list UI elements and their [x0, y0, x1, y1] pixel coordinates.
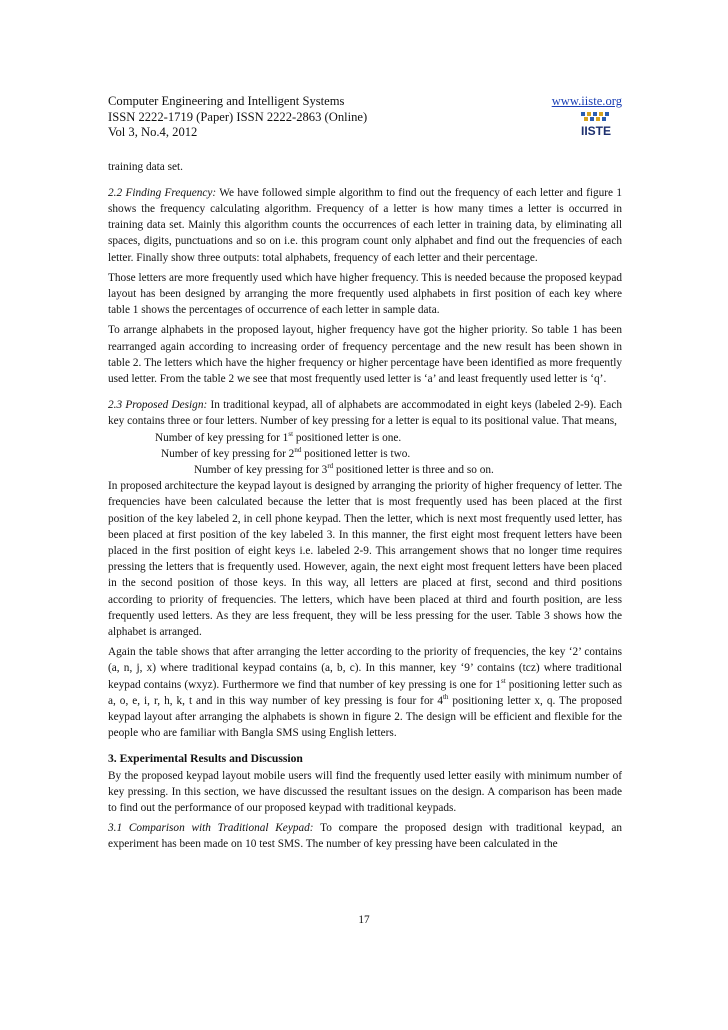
- subsection-heading-2-2: 2.2 Finding Frequency:: [108, 186, 217, 199]
- subsection-heading-3-1: 3.1 Comparison with Traditional Keypad:: [108, 822, 314, 835]
- list-line-first: Number of key pressing for 1st positioned letter is one.: [155, 429, 402, 444]
- paragraph-proposed-design: [108, 397, 622, 429]
- paragraph-text: To compare the proposed design with traditional keypad, an experiment has been made on 10 test SMS. The number of key pressing have been calculated in the: [108, 822, 622, 851]
- paragraph-intro: training data set.: [108, 160, 183, 173]
- issn-line: ISSN 2222-1719 (Paper) ISSN 2222-2863 (Online): [108, 109, 368, 124]
- logo-dots: [581, 112, 609, 121]
- volume-line: Vol 3, No.4, 2012: [108, 125, 198, 139]
- journal-url-link[interactable]: www.iiste.org: [551, 94, 622, 108]
- iiste-logo: [580, 111, 614, 137]
- paragraph-experimental: By the proposed keypad layout mobile users will find the frequently used letter easily with minimum number of key pressing. In this section, we have discussed the resultant issues on the design. A comparison has been made to find out the performance of our proposed keypad with traditional keypads.: [108, 769, 622, 815]
- list-line-third: Number of key pressing for 3rd positioned letter is three and so on.: [194, 462, 494, 476]
- paragraph-comparison: [108, 820, 622, 852]
- page-number: 17: [358, 914, 370, 926]
- journal-header: [108, 94, 622, 141]
- paragraph-table-description: Again the table shows that after arranging the letter according to the priority of frequencies, the key ‘2’ contains (a, n, j, x) where traditional keypad contains (a, b, c). In this manner, key ‘9’ contains (tcz) where traditional keypad contains (wxyz). Furthermore we find that number of key pressing is one for 1st positioning letter such as a, o, e, i, r, h, k, t and in this way number of key pressing is four for 4th positioning letter x, q. The proposed keypad layout after arranging the alphabets is shown in figure 2. The design will be efficient and flexible for the people who are familiar with Bangla SMS using English letters.: [108, 646, 623, 740]
- section-heading-3: 3. Experimental Results and Discussion: [108, 752, 303, 766]
- article-body: [108, 159, 622, 853]
- paragraph-finding-frequency: [108, 185, 622, 266]
- paragraph-arrange-alphabets: To arrange alphabets in the proposed layout, higher frequency have got the higher priority. So table 1 has been rearranged again according to increasing order of frequency percentage and the new result has been shown in table 2. The letters which have the higher frequency or higher percentage have been identified as more frequently used letter. From the table 2 we see that most frequently used letter is ‘a’ and least frequently used letter is ‘q’.: [108, 324, 622, 385]
- paragraph-frequency-use: Those letters are more frequently used which have higher frequency. This is needed because the proposed keypad layout has been designed by arranging the more frequently used alphabets in first position of each key where table 1 shows the percentages of occurrence of each letter in sample data.: [108, 271, 622, 317]
- logo-text: IISTE: [581, 124, 612, 137]
- paragraph-text: In traditional keypad, all of alphabets are accommodated in eight keys (labeled 2-9). Each key contains three or four letters. Number of key pressing for a letter is equal to its positional value. That means,: [108, 399, 622, 428]
- subsection-heading-2-3: 2.3 Proposed Design:: [108, 399, 208, 412]
- journal-name: Computer Engineering and Intelligent Systems: [108, 94, 345, 108]
- paragraph-text: We have followed simple algorithm to find out the frequency of each letter and figure 1 shows the frequency calculating algorithm. Frequency of a letter is how many times a letter is occurred in training data set. Mainly this algorithm counts the occurrences of each letter in training data, by eliminating all spaces, digits, punctuations and so on i.e. this program count only alphabet and find out the frequencies of each letter. Finally show three outputs: total alphabets, frequency of each letter and their percentage.: [108, 186, 623, 264]
- paragraph-architecture: In proposed architecture the keypad layout is designed by arranging the priority of higher frequency of letter. The frequencies have been calculated because the letter that is most frequently used has been placed at the first position of the key labeled 2, in cell phone keypad. Then the letter, which is next most frequently used letter, has been placed at first position of the key labeled 3. In this manner, the first eight most frequent letters have been placed in the first position of eight keys i.e. labeled 2-9. This arrangement shows that no longer time requires pressing the letters that is frequently used. However, again, the next eight most frequent letters have been placed in the second position of those keys. In this way, all letters are placed at first, second and third positions according to priority of frequencies. The letters, which have been placed at third and fourth position, are less frequently used letters. As they are less frequent, they will be less pressing for the user. Table 3 shows how the alphabet is arranged.: [108, 480, 622, 638]
- page: [108, 94, 622, 853]
- list-line-second: Number of key pressing for 2nd positioned letter is two.: [161, 445, 411, 460]
